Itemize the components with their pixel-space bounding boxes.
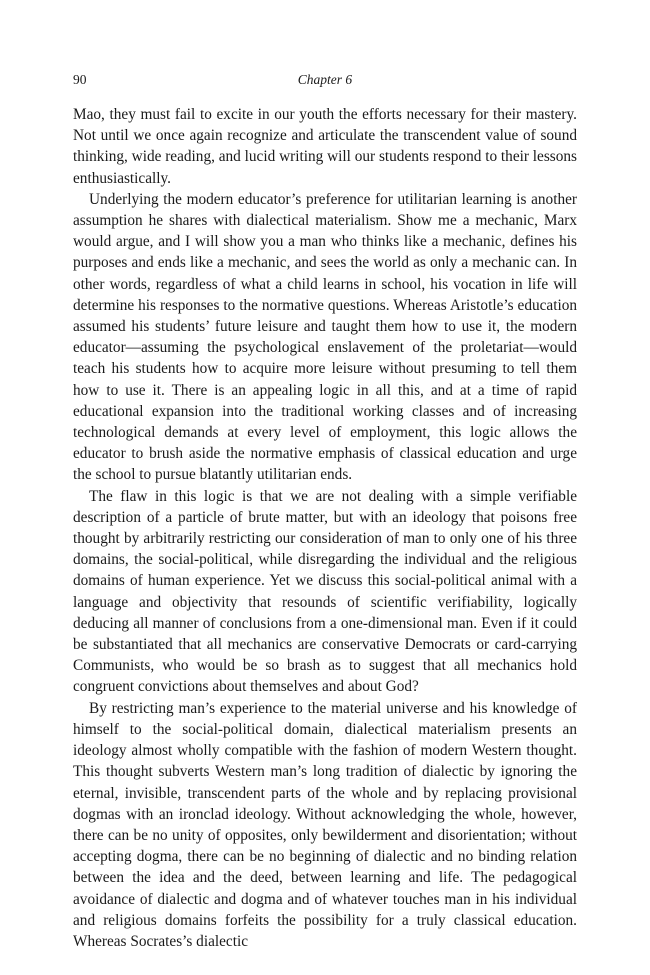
paragraph-restricting-experience: By restricting man’s experience to the material universe and his knowledge of himself to the social-political domain, dialectical materialism presents an ideology almost wholly compatible with the fashion of modern Western thought. This thought subverts Western man’s long tradition of dialectic by ignoring the eternal, invisible, transcendent parts of the whole and by replacing provisional dogmas with an ironclad ideology. Without acknowledging the whole, however, there can be no unity of opposites, only bewilderment and disorientation; without accepting dogma, there can be no beginning of dialectic and no binding relation between the idea and the deed, between learning and life. The pedagogical avoidance of dialectic and dogma and of whatever touches man in his individual and religious domains forfeits the possibility for a truly classical education. Whereas Socrates’s dialectic (73, 699, 577, 950)
paragraph-utilitarian-learning: Underlying the modern educator’s preference for utilitarian learning is another assumption he shares with dialectical materialism. Show me a mechanic, Marx would argue, and I will show you a man who thinks like a mechanic, defines his purposes and ends like a mechanic, and sees the world as only a mechanic can. In other words, regardless of what a child learns in school, his vocation in life will determine his responses to the normative questions. Whereas Aristotle’s education assumed his students’ future leisure and taught them how to use it, the modern educator—assuming the psychological enslavement of the proletariat—would teach his students how to acquire more leisure without presuming to tell them how to use it. There is an appealing logic in all this, and at a time of rapid educational expansion into the traditional working classes and of increasing technological demands at every level of employment, this logic allows the educator to brush aside the normative emphasis of classical education and urge the school to pursue blatantly utilitarian ends. (73, 190, 577, 484)
chapter-title: Chapter 6 (297, 72, 353, 87)
running-head (73, 70, 577, 90)
paragraph-continued: Mao, they must fail to excite in our youth the efforts necessary for their mastery. Not until we once again recognize and articulate the transcendent value of sound thinking, wide reading, and lucid writing will our students respond to their lessons enthusiastically. (73, 106, 577, 187)
paragraph-flaw-in-logic: The flaw in this logic is that we are not dealing with a simple verifiable description of a particle of brute matter, but with an ideology that poisons free thought by arbitrarily restricting our consideration of man to only one of his three domains, the social-political, while disregarding the individual and the religious domains of human experience. Yet we discuss this social-political animal with a language and objectivity that resounds of scientific verifiability, logically deducing all manner of conclusions from a one-dimensional man. Even if it could be substantiated that all mechanics are conservative Democrats or card-carrying Communists, who would be so brash as to suggest that all mechanics hold congruent convictions about themselves and about God? (73, 487, 577, 696)
body-text (73, 104, 577, 952)
page-number: 90 (73, 72, 87, 87)
book-page (73, 70, 577, 952)
